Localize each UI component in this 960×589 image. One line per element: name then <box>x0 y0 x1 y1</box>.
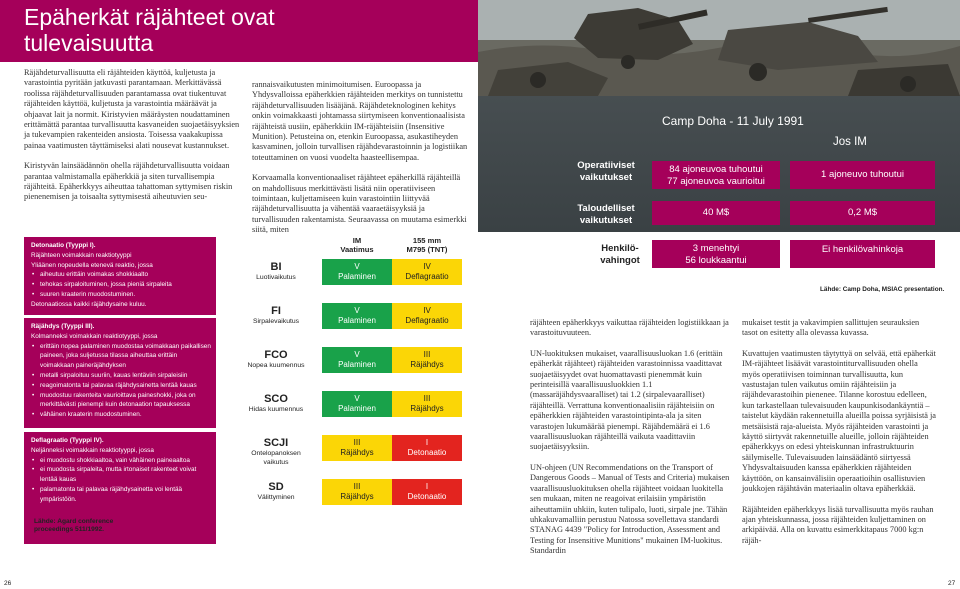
list-item: • vähäinen kraaterin muodostuminen. <box>31 410 211 420</box>
source-note: Lähde: Camp Doha, MSIAC presentation. <box>820 286 945 293</box>
threat-description: Välittyminen <box>257 494 295 501</box>
column-head-im: IM Vaatimus <box>340 236 374 254</box>
threat-description: Ontelopanoksen vaikutus <box>251 450 301 466</box>
row-label-operational: Operatiiviset vaikutukset <box>577 160 635 183</box>
paragraph: rannaisvaikutusten minimoitumisen. Euroopassa ja Yhdysvalloissa epäherkkien räjähteiden merkitys on tunnistettu räjähdeturvallisuuden lisääjänä. Räjähdeteknologinen kehitys onkin voimakkaasti johtamassa siirtymiseen konventionaalisista räjähteistä uusiin, epäherkkiin IM-räjähteisiin (Insensitive Munition). Petusteina on, etenkin Euroopassa, asukastiheyden kasvaminen, jolloin turvallisen räjähdevarastoinnin ja logistiikan toteuttaminen on vuosi vuodelta haasteellisempaa. <box>252 80 468 162</box>
rating-reaction: Deflagraatio <box>405 315 449 325</box>
if-im-heading: Jos IM <box>833 136 867 148</box>
paragraph: räjähteen epäherkkyys vaikuttaa räjähteiden logistiikkaan ja varastoituvuuteen. <box>530 318 729 338</box>
row-label-casualties: Henkilö- vahingot <box>600 243 640 266</box>
rating-reaction: Räjähdys <box>410 403 444 413</box>
panel-list <box>31 270 211 299</box>
panel-title: Camp Doha - 11 July 1991 <box>662 114 804 128</box>
threat-code: FI <box>271 305 281 317</box>
page-number-right: 27 <box>948 580 956 587</box>
list-item: • erittäin nopea palaminen muodostaa voimakkaan paikallisen paineen, joka suljetussa tilassa aiheuttaa erittäin voimakkaan paineräjähdyksen <box>31 342 211 371</box>
explosion-panel <box>24 318 216 428</box>
text-column-2 <box>252 80 470 246</box>
threat-sco <box>240 393 312 414</box>
rating-cell-im <box>322 391 392 417</box>
rating-cell-im <box>322 435 392 461</box>
rating-reaction: Palaminen <box>338 359 376 369</box>
list-item: • ei muodosta sirpaleita, mutta irtonaiset rakenteet voivat lentää kauas <box>31 465 211 485</box>
cell-economic-im: 0,2 M$ <box>790 201 935 225</box>
column-head-155mm: 155 mm M795 (TNT) <box>406 236 448 254</box>
rating-class: V <box>354 306 360 315</box>
threat-scji <box>240 437 312 467</box>
threat-fco <box>240 349 312 370</box>
rating-cell-im <box>322 479 392 505</box>
rating-cell-tnt <box>392 479 462 505</box>
cell-casualties-value: 3 menehtyi 56 loukkaantui <box>652 240 780 268</box>
panel-tail: Detonaatiossa kaikki räjähdysaine kuluu. <box>31 300 147 308</box>
paragraph: Räjähdeturvallisuutta eli räjähteiden käyttöä, kuljetusta ja varastointia pyritään jatkuvasti parantamaan. Merkittävässä roolissa räjähdeturvallisuuden parantamassa ovat tiukentuvat räjähteiden käyttöä, kuljetusta ja varastointia määräävät ja ohjaavat lait ja normit. Kiristyvien määräysten noudattaminen erittämättä parantaa turvallisuutta kasvaneiden suojaetäisyyksien ja tukevampien rakenteiden ansiosta. Toisessa vaakakupissa painaa vaatimusten täyttämiseksi alati nousevat kustannukset. <box>24 68 240 150</box>
rating-cell-tnt <box>392 391 462 417</box>
cell-casualties-im: Ei henkilövahinkoja <box>790 240 935 268</box>
rating-class: III <box>423 350 431 359</box>
rating-class: III <box>353 482 361 491</box>
rating-class: V <box>354 262 360 271</box>
threat-fi <box>240 305 312 326</box>
list-item: • aiheutuu erittäin voimakas shokkiaalto <box>31 270 211 280</box>
cell-economic-value: 40 M$ <box>652 201 780 225</box>
detonation-panel <box>24 237 216 315</box>
rating-class: III <box>423 394 431 403</box>
cell-operational-im: 1 ajoneuvo tuhoutui <box>790 161 935 189</box>
page-title: Epäherkät räjähteet ovat tulevaisuutta <box>24 4 275 56</box>
text-column-4 <box>742 318 936 556</box>
page-number-left: 26 <box>4 580 12 587</box>
threat-code: SCJI <box>263 437 289 449</box>
paragraph: Korvaamalla konventionaaliset räjähteet epäherkillä räjähteillä on mahdollisuus merkittävästi lisätä niin operatiiviseen toimintaan, kuljettamiseen kuin varastointiin liittyvää räjähdeturvallisuutta ja vähentää vaaraetäisyyksiä ja turvallisuuden rakentamista. Seuraavassa on muutama esimerkki siitä, miten <box>252 173 467 235</box>
list-item: • muodostuu rakenteita vaurioittava paineshokki, joka on merkittävästi pienempi kuin detonaation tapauksessa <box>31 391 211 411</box>
rating-class: IV <box>423 306 431 315</box>
paragraph: UN-ohjeen (UN Recommendations on the Transport of Dangerous Goods – Manual of Tests and Criteria) mukaisen vaarallisuusluokituksen ohella räjähteet voidaan luokitella sen mukaan, miten ne reagoivat erilaisiin ympäristön aiheuttamiin uhkiin, kuten tulipalo, luoti, sirpale jne. Tähän uhkakuvamalliin perustuu Natossa sovellettava standardi STANAG 4439 "Policy for Introduction, Assessment and Testing for Insensitive Munitions" mukainen IM-luokitus. Standardin <box>530 462 730 556</box>
list-item: • ei muodostu shokkiaaltoa, vain vähäinen paineaaltoa <box>31 456 211 466</box>
threat-code: SCO <box>264 393 288 405</box>
rating-cell-im <box>322 303 392 329</box>
rating-cell-im <box>322 259 392 285</box>
panel-heading: Deflagraatio (Tyyppi IV). <box>31 437 104 444</box>
list-item: • palamatonta tai palavaa räjähdysainetta voi lentää ympäristöön. <box>31 485 211 505</box>
threat-sd <box>240 481 312 502</box>
rating-class: V <box>354 394 360 403</box>
rating-cell-tnt <box>392 259 462 285</box>
rating-cell-tnt <box>392 303 462 329</box>
rating-cell-tnt <box>392 435 462 461</box>
rating-class: V <box>354 350 360 359</box>
threat-bi <box>240 261 312 282</box>
text-column-1 <box>24 68 242 213</box>
paragraph: Räjähteiden epäherkkyys lisää turvallisuutta myös rauhan ajan yhteiskunnassa, jossa räjähteiden kuljettaminen on arkipäivää. Alla on kuvattu esimerkkitapaus 7000 kg:n räjäh- <box>742 504 934 545</box>
rating-reaction: Räjähdys <box>340 447 374 457</box>
rating-reaction: Palaminen <box>338 403 376 413</box>
rating-cell-im <box>322 347 392 373</box>
rating-class: I <box>425 438 429 447</box>
rating-class: I <box>425 482 429 491</box>
threat-description: Hidas kuumennus <box>248 406 304 413</box>
panel-list <box>31 342 211 420</box>
panel-heading: Detonaatio (Tyyppi I). <box>31 242 96 249</box>
threat-code: BI <box>270 261 282 273</box>
panel-intro: Neljänneksi voimakkain reaktiotyyppi, jossa <box>31 446 154 454</box>
rating-class: IV <box>423 262 431 271</box>
source-note-left: Lähde: Agard conference proceedings 511/1992. <box>34 518 114 533</box>
cell-operational-value: 84 ajoneuvoa tuhoutui 77 ajoneuvoa vaurioitui <box>652 161 780 189</box>
destroyed-vehicles-photo <box>478 0 960 96</box>
text-column-3 <box>530 318 730 567</box>
list-item: • tehokas sirpaloituminen, jossa pieniä sirpaleita <box>31 280 211 290</box>
threat-description: Nopea kuumennus <box>247 362 305 369</box>
panel-intro: Kolmanneksi voimakkain reaktiotyyppi, jossa <box>31 332 158 340</box>
rating-reaction: Deflagraatio <box>405 271 449 281</box>
list-item: • metalli sirpaloituu suuriin, kauas lentäviin sirpaleisiin <box>31 371 211 381</box>
rating-reaction: Detonaatio <box>407 447 447 457</box>
threat-description: Luotivaikutus <box>256 274 296 281</box>
rating-reaction: Palaminen <box>338 271 376 281</box>
paragraph: Kuvattujen vaatimusten täytyttyä on selvää, että epäherkät IM-räjähteet lisäävät varastointiturvallisuuden ohella myös operatiivisen toiminnan turvallisuutta, kun vastustajan tulen vaikutus omiin räjähteisiin ja räjähdevarastoihin pienenee. Tilanne korostuu edelleen, kun tarkastellaan tulevaisuuden kaupunkisodankäyntiä – taistelut käydään rakennetuilla alueilla poissa syrjäisistä ja metsäisistä raja-alueista. Myös räjähteiden varastointi ja käyttö siirtyvät rakennetuille alueille, jolloin räjähteiden epäherkkyys on edesi yhteiskunnan infrastruktuurin säilymiselle. Tulevaisuuden lainsäädäntö siirtyessä Yhdysvaltaisuuden kanssa epäherkkien räjähteiden käyttöön, on kansainvälisiin operaatioihin osallistuvien joukkojen räjähtävän materiaalin oltava epäherkkää. <box>742 348 936 494</box>
paragraph: mukaiset testit ja vakavimpien sallittujen seurauksien tasot on esitetty alla olevassa kuvassa. <box>742 318 920 338</box>
paragraph: Kiristyvän lainsäädännön ohella räjähdeturvallisuutta voidaan parantaa valmistamalla epäherkkiä ja siten turvallisempia räjähteitä. Epäherkkyys aiheuttaa tahattoman syttymisen riskin pienenemisen ja toisaalta syttymisestä aiheutuvien seu- <box>24 161 233 202</box>
rating-class: III <box>353 438 361 447</box>
rating-cell-tnt <box>392 347 462 373</box>
list-item: • suuren kraaterin muodostuminen. <box>31 290 211 300</box>
panel-list <box>31 456 211 505</box>
list-item: • reagoimatonta tai palavaa räjähdysainetta lentää kauas <box>31 381 211 391</box>
paragraph: UN-luokituksen mukaiset, vaarallisuusluokan 1.6 (erittäin epäherkät räjähteet) räjähteiden varastoinnissa vaadittavat suojaetäisyydet ovat huomattavasti pienemmät kuin perinteisillä vaarallisuusluokkien 1.1 (massaräjähdysvaaralliset) tai 1.2 (sirpalevaaralliset) räjähteillä. Verrattuna konventionaalisiin räjähteisiin on epäherkkien räjähteiden varastointipinta-ala ja siten varastojen lukumäärää pienempi. Räjähdemäärä ei 1.6 vaarallisuusluokan räjähteillä vaikuta vaadittaviin suojaetäisyyksiin. <box>530 348 723 452</box>
panel-line: Yliäänen nopeudella etenevä reaktio, jossa <box>31 261 153 269</box>
rating-reaction: Räjähdys <box>410 359 444 369</box>
photo-illustration <box>478 0 960 96</box>
rating-reaction: Detonaatio <box>407 491 447 501</box>
rating-reaction: Räjähdys <box>340 491 374 501</box>
threat-code: FCO <box>264 349 288 361</box>
threat-code: SD <box>268 481 284 493</box>
panel-heading: Räjähdys (Tyyppi III). <box>31 323 95 330</box>
row-label-economic: Taloudelliset vaikutukset <box>577 203 635 226</box>
panel-intro: Räjähteen voimakkain reaktiotyyppi <box>31 251 132 259</box>
threat-description: Sirpalevaikutus <box>252 318 300 325</box>
rating-reaction: Palaminen <box>338 315 376 325</box>
title-banner <box>0 0 478 62</box>
